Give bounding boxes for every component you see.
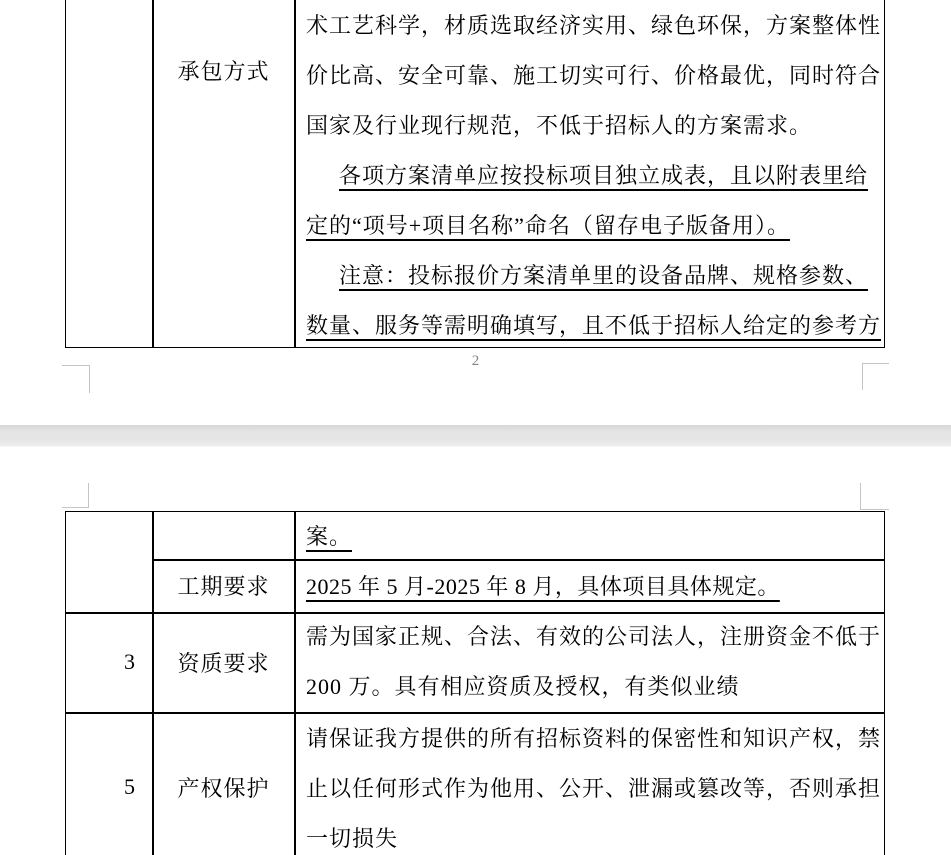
cell-item-number-5	[66, 712, 152, 855]
text-line: 国家及行业现行规范，不低于招标人的方案需求。	[306, 113, 813, 138]
text-line-underlined: 注意：投标报价方案清单里的设备品牌、规格参数、	[339, 263, 869, 288]
text-line: 一切损失	[306, 826, 399, 851]
margin-corner-mark-bottom-right	[862, 363, 889, 390]
margin-corner-mark-top-left	[62, 483, 89, 508]
schedule-label-text: 工期要求	[177, 574, 270, 599]
page-separator	[0, 425, 951, 447]
cell-schedule-value	[296, 559, 881, 612]
text-line-underlined: 定的“项号+项目名称”命名（留存电子版备用）。	[306, 213, 790, 238]
requirements-table-page1	[65, 0, 885, 348]
contract-method-body	[296, 1, 881, 351]
qualification-body	[296, 612, 881, 712]
text-line: 价比高、安全可靠、施工切实可行、价格最优，同时符合	[306, 63, 882, 88]
ip-protection-body	[296, 714, 881, 855]
cell-item-number-3	[66, 612, 152, 712]
ip-protection-label-text: 产权保护	[177, 775, 270, 801]
item-number-text: 3	[124, 649, 136, 674]
cell-ip-protection-label	[152, 712, 295, 855]
text-line-underlined: 数量、服务等需明确填写，且不低于招标人给定的参考方	[306, 313, 882, 338]
cell-qualification-label	[152, 612, 295, 712]
requirements-table-page2	[65, 511, 885, 855]
page-number: 2	[471, 353, 480, 369]
item-number-text: 5	[124, 774, 136, 799]
contract-method-text: 承包方式	[177, 59, 270, 84]
margin-corner-mark-bottom-left	[62, 365, 90, 393]
text-line: 术工艺科学，材质选取经济实用、绿色环保，方案整体性	[306, 13, 882, 38]
margin-corner-mark-top-right	[860, 483, 889, 510]
text-line: 止以任何形式作为他用、公开、泄漏或篡改等，否则承担	[306, 776, 882, 801]
qualification-label-text: 资质要求	[177, 650, 270, 676]
text-line: 200 万。具有相应资质及授权，有类似业绩	[306, 674, 740, 699]
cell-schedule-label	[152, 559, 295, 612]
text-line: 需为国家正规、合法、有效的公司法人，注册资金不低于	[306, 624, 882, 649]
text-line-underlined: 各项方案清单应按投标项目独立成表，且以附表里给	[339, 163, 869, 188]
text-line: 请保证我方提供的所有招标资料的保密性和知识产权，禁	[306, 726, 882, 751]
continuation-text: 案。	[306, 524, 353, 549]
cell-contract-method-label	[152, 58, 295, 86]
table1-column-divider-1	[152, 0, 154, 347]
cell-continuation	[296, 512, 881, 559]
schedule-value-text: 2025 年 5 月-2025 年 8 月，具体项目具体规定。	[306, 574, 780, 599]
